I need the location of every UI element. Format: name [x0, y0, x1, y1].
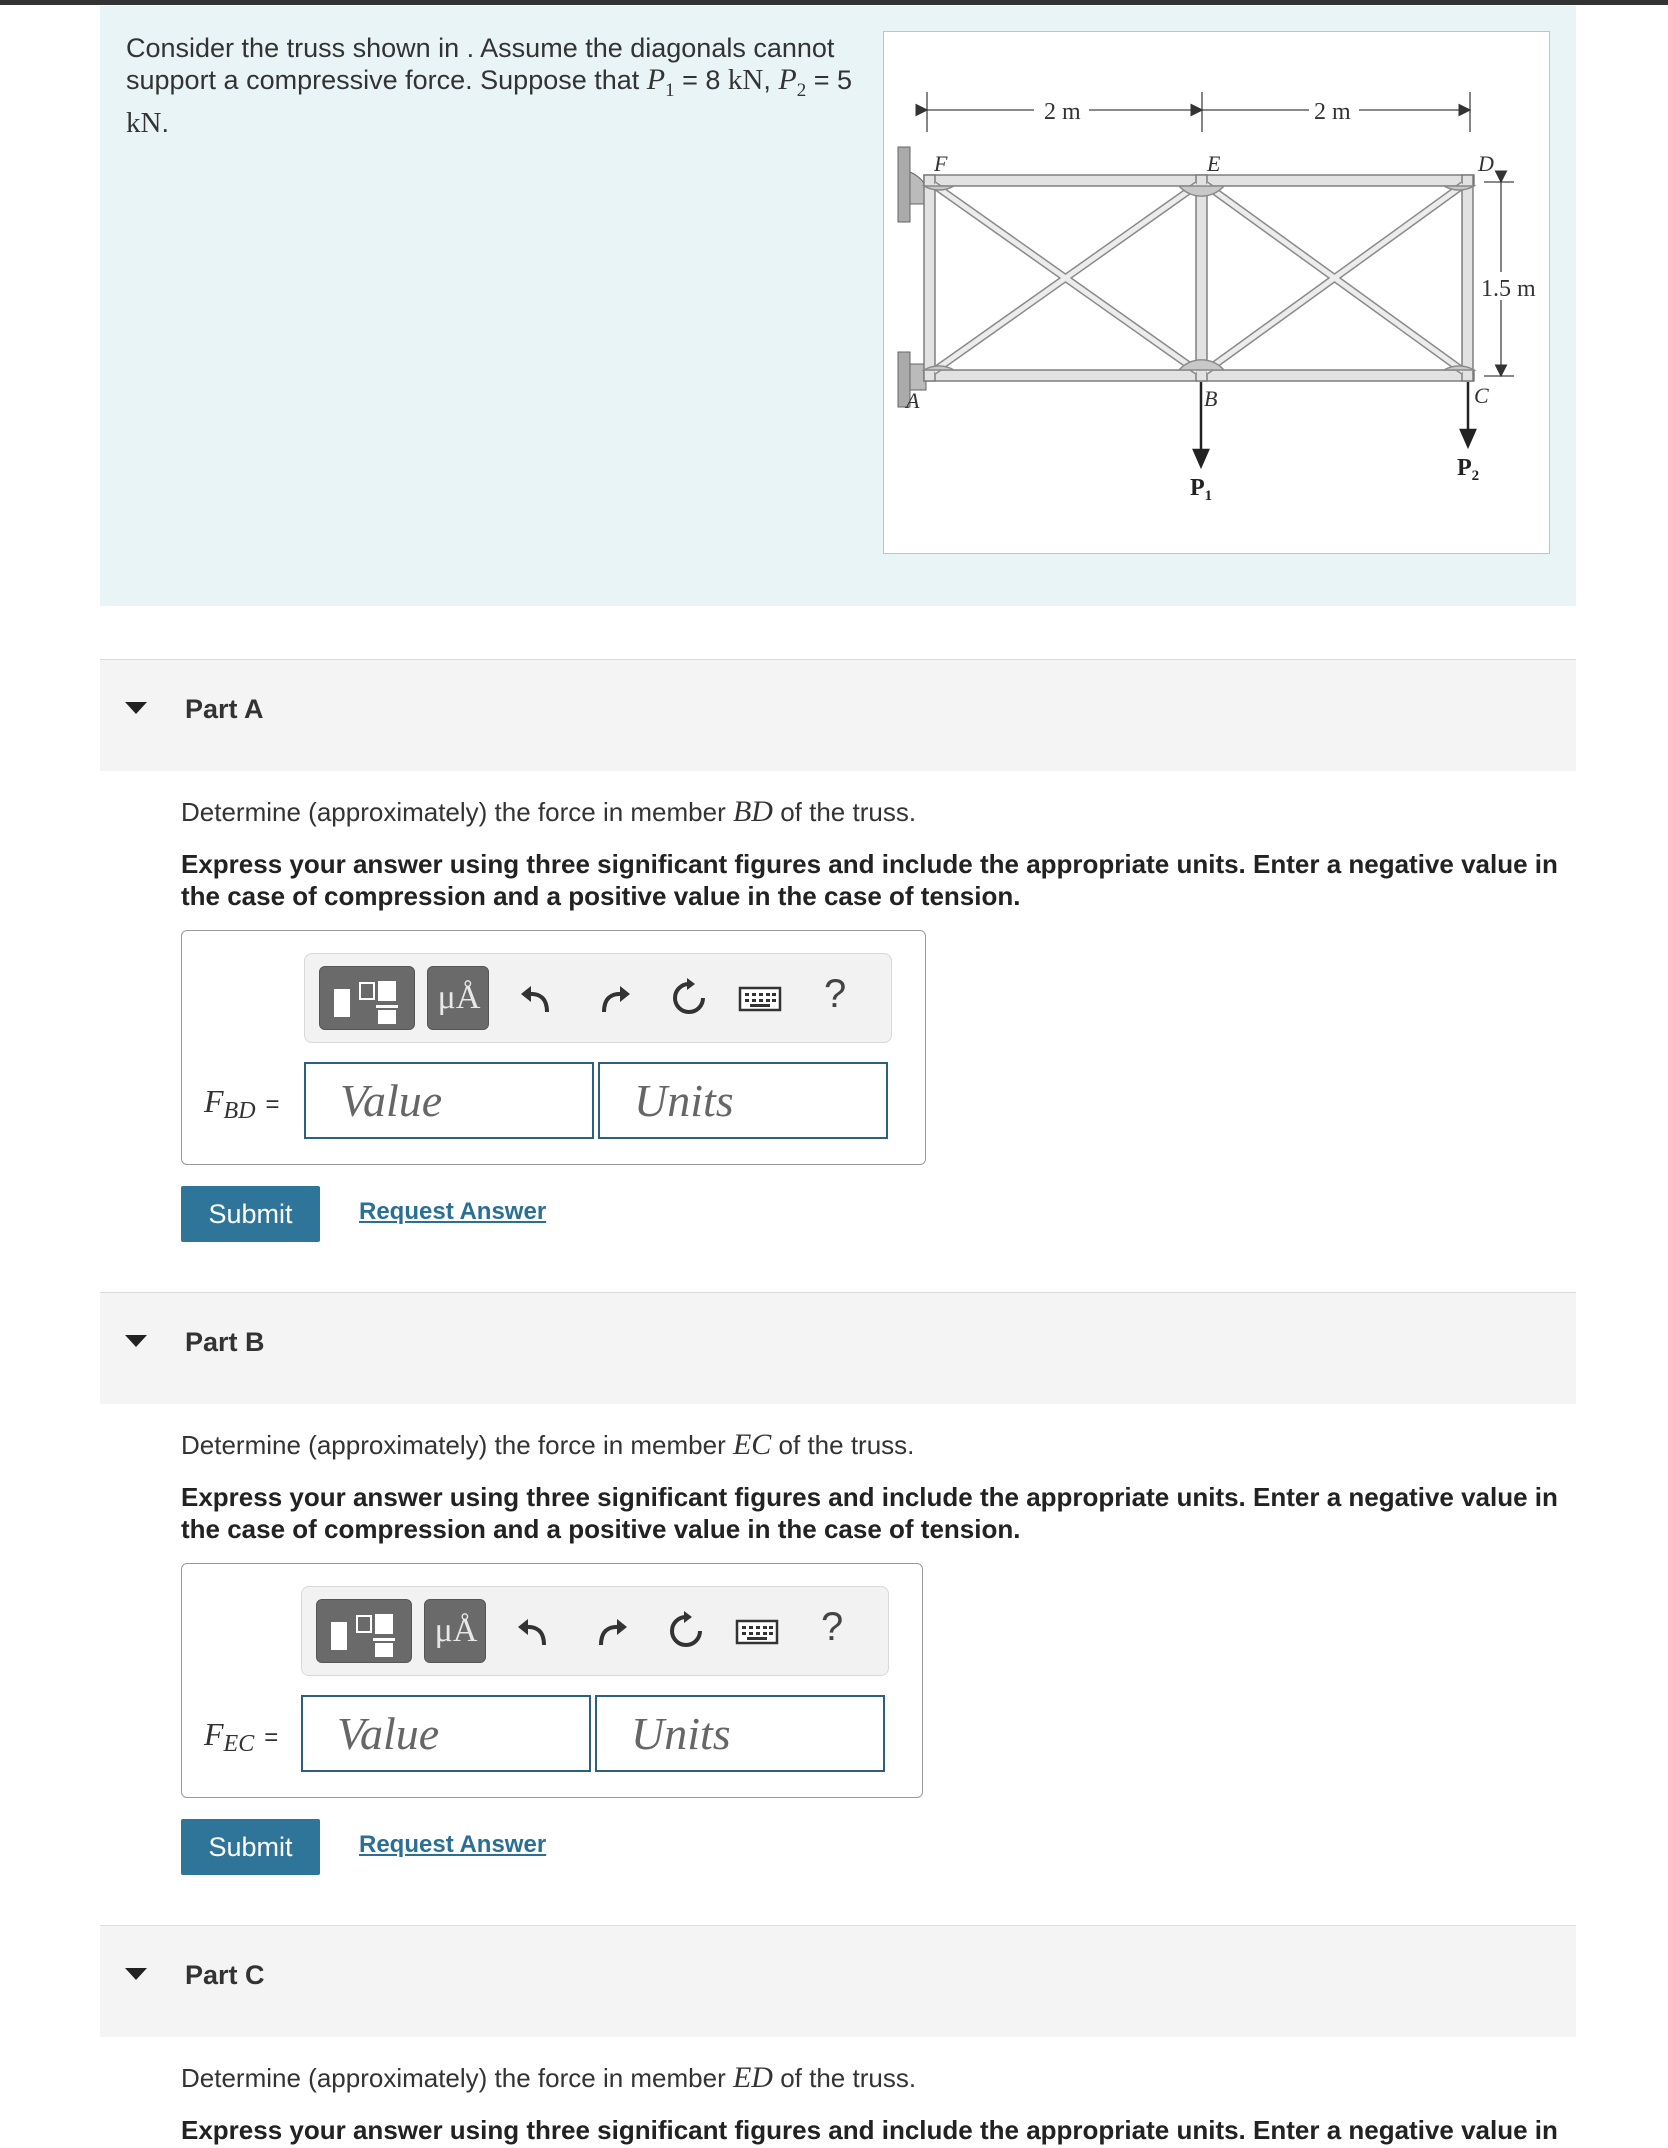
part-b-label: Part B — [185, 1327, 265, 1357]
value-input[interactable] — [301, 1695, 591, 1772]
p1-unit: kN — [727, 64, 764, 96]
part-c-header[interactable] — [100, 1925, 1576, 2037]
intro-text: Consider the truss shown in . Assume the diagonals cannot support a compressive force. Suppose that — [126, 33, 835, 95]
part-b-header[interactable] — [100, 1292, 1576, 1404]
p1-value: = 8 — [674, 65, 721, 95]
part-a-instruction: Express your answer using three significant figures and include the appropriate units. Enter a negative value in the case of compression and a positive value in the case of tension. — [181, 849, 1558, 911]
caret-down-icon[interactable] — [124, 1966, 148, 1982]
p2-symbol: $P_2$ — [778, 63, 807, 101]
units-input[interactable] — [595, 1695, 885, 1772]
submit-button[interactable]: Submit — [181, 1819, 320, 1875]
keyboard-icon[interactable] — [734, 1609, 780, 1653]
truss-figure — [883, 31, 1550, 554]
caret-down-icon[interactable] — [124, 700, 148, 716]
joint-label-f: F — [934, 151, 948, 176]
load-arrows — [1194, 382, 1475, 466]
part-b-answer-box — [181, 1563, 923, 1798]
symbols-button[interactable]: μÅ — [424, 1599, 486, 1663]
request-answer-link[interactable]: Request Answer — [359, 1831, 547, 1858]
p1-symbol: $P_1$ — [646, 63, 675, 101]
request-answer-link[interactable]: Request Answer — [359, 1198, 547, 1225]
symbols-button[interactable]: μÅ — [427, 966, 489, 1030]
part-a-answer-box — [181, 930, 926, 1165]
submit-button[interactable]: Submit — [181, 1186, 320, 1242]
dim-label-left: 2 m — [1044, 99, 1081, 125]
problem-statement: Consider the truss shown in . Assume the diagonals cannot support a compressive force. Suppose that $P_1 = 8$ kN, $P_2 = 5$ kN. — [126, 33, 853, 139]
member-ec: EC — [732, 1428, 772, 1461]
part-b-question: Determine (approximately) the force in member EC of the truss. — [181, 1428, 915, 1461]
support-f — [898, 147, 927, 222]
caret-down-icon[interactable] — [124, 1333, 148, 1349]
member-ed: ED — [732, 2061, 773, 2094]
redo-icon[interactable] — [589, 1609, 633, 1653]
part-a-question: Determine (approximately) the force in member BD of the truss. — [181, 795, 917, 828]
dim-label-right: 2 m — [1314, 99, 1351, 125]
part-b-instruction: Express your answer using three significant figures and include the appropriate units. Enter a negative value in the case of compression and a positive value in the case of tension. — [181, 1482, 1558, 1544]
joint-label-a: A — [906, 388, 920, 413]
dimension-lines — [927, 92, 1514, 376]
templates-button[interactable] — [316, 1599, 412, 1663]
truss-members — [924, 175, 1474, 381]
keyboard-icon[interactable] — [737, 976, 783, 1020]
math-toolbar — [304, 953, 892, 1043]
dim-label-height: 1.5 m — [1481, 276, 1536, 302]
templates-icon — [320, 967, 416, 1031]
undo-icon[interactable] — [512, 1609, 556, 1653]
math-toolbar — [301, 1586, 889, 1676]
truss-diagram — [884, 32, 1551, 555]
load-label-p1: $P_1$ — [1190, 475, 1213, 504]
part-c-question: Determine (approximately) the force in member ED of the truss. — [181, 2061, 917, 2094]
load-label-p2: $P_2$ — [1457, 455, 1480, 484]
p2-unit: kN — [126, 107, 162, 139]
joint-label-d: D — [1478, 151, 1494, 176]
p2-value: = 5 — [806, 65, 853, 95]
part-c-instruction: Express your answer using three significant figures and include the appropriate units. Enter a negative value in — [181, 2115, 1558, 2145]
templates-button[interactable] — [319, 966, 415, 1030]
problem-intro-panel — [100, 6, 1576, 606]
part-a-header[interactable] — [100, 659, 1576, 771]
redo-icon[interactable] — [592, 976, 636, 1020]
joint-label-b: B — [1204, 386, 1218, 411]
fec-label: $F_{EC}$ = — [204, 1716, 279, 1757]
help-button[interactable]: ? — [821, 1605, 844, 1649]
templates-icon — [317, 1600, 413, 1664]
reset-icon[interactable] — [664, 1609, 708, 1653]
help-button[interactable]: ? — [824, 972, 847, 1016]
member-bd: BD — [732, 795, 773, 828]
value-input[interactable] — [304, 1062, 594, 1139]
part-a-label: Part A — [185, 694, 264, 724]
top-bar — [0, 0, 1668, 5]
joint-label-c: C — [1474, 383, 1489, 408]
undo-icon[interactable] — [515, 976, 559, 1020]
fbd-label: $F_{BD}$ = — [204, 1083, 280, 1124]
joint-label-e: E — [1207, 151, 1221, 176]
part-c-label: Part C — [185, 1960, 265, 1990]
reset-icon[interactable] — [667, 976, 711, 1020]
units-input[interactable] — [598, 1062, 888, 1139]
